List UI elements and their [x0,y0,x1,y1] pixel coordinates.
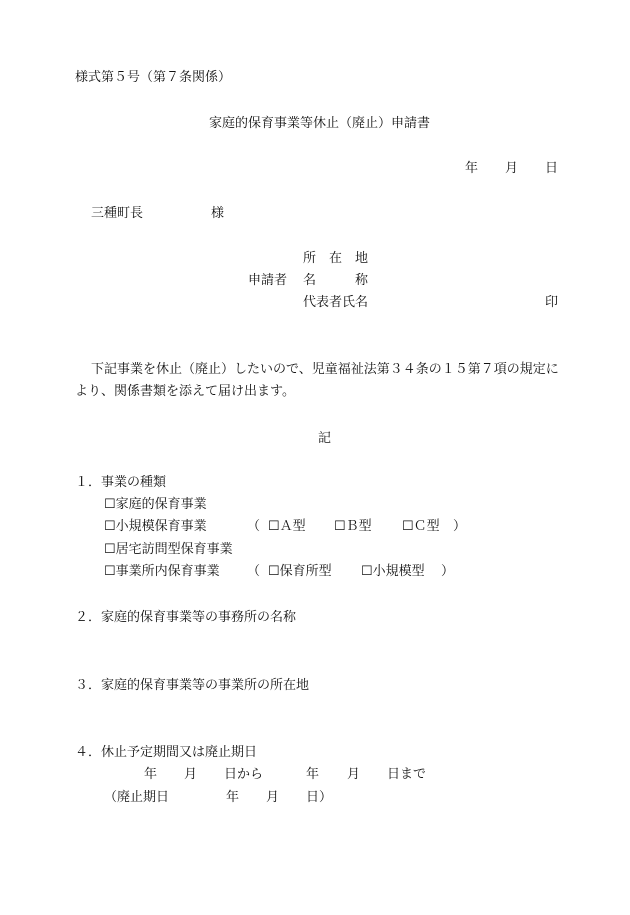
item-kateiteki: ☐家庭的保育事業 [104,497,207,512]
date-month: 月 [505,161,519,176]
section4-heading: ４．休止予定期間又は廃止期日 [75,745,258,760]
jigyosho-close: ） [441,564,455,579]
period-end-year: 年 [306,767,320,782]
period-start-year: 年 [144,767,158,782]
shokibo-close: ） [453,519,467,534]
section3-heading: ３．家庭的保育事業等の事業所の所在地 [75,678,310,693]
checkbox-icon[interactable]: ☐ [361,564,373,579]
date-day: 日 [545,161,559,176]
period-end-day: 日まで [387,767,427,782]
abolish-month: 月 [266,790,280,805]
addressee-name: 三種町長 [91,206,144,221]
checkbox-icon[interactable]: ☐ [104,497,116,512]
item-kyotaku: ☐居宅訪問型保育事業 [104,542,233,557]
checkbox-icon[interactable]: ☐ [104,564,116,579]
type-c-option: ☐Ｃ型 [402,519,440,534]
hoikusho-option: ☐保育所型 [268,564,332,579]
abolish-day: 日） [306,790,333,805]
section1-heading: １．事業の種類 [75,475,167,490]
body-line-2: より、関係書類を添えて届け出ます。 [75,384,295,399]
applicant-role: 申請者 [248,273,288,288]
applicant-address-label: 所 在 地 [303,251,369,266]
seal-mark: 印 [545,295,559,310]
checkbox-icon[interactable]: ☐ [104,542,116,557]
applicant-rep-label: 代表者氏名 [303,295,369,310]
type-a-option: ☐Ａ型 [268,519,306,534]
date-year: 年 [465,161,479,176]
body-line-1: 下記事業を休止（廃止）したいので、児童福祉法第３４条の１５第７項の規定に [91,362,559,377]
jigyosho-open: （ [247,564,261,579]
section2-heading: ２．家庭的保育事業等の事務所の名称 [75,610,297,625]
checkbox-icon[interactable]: ☐ [104,519,116,534]
applicant-name-label: 名 称 [303,273,369,288]
period-end-month: 月 [347,767,361,782]
item-jigyosho: ☐事業所内保育事業 [104,564,220,579]
period-start-month: 月 [184,767,198,782]
shokibo-type-option: ☐小規模型 [361,564,425,579]
shokibo-open: （ [247,519,261,534]
abolish-date-label: （廃止期日 [104,790,170,805]
checkbox-icon[interactable]: ☐ [268,564,280,579]
checkbox-icon[interactable]: ☐ [402,519,414,534]
form-number: 様式第５号（第７条関係） [75,70,232,85]
item-shokibo: ☐小規模保育事業 [104,519,207,534]
abolish-year: 年 [226,790,240,805]
checkbox-icon[interactable]: ☐ [334,519,346,534]
checkbox-icon[interactable]: ☐ [268,519,280,534]
ki-heading: 記 [318,431,332,446]
type-b-option: ☐Ｂ型 [334,519,372,534]
period-start-day: 日から [224,767,264,782]
addressee-honorific: 様 [211,206,225,221]
document-title: 家庭的保育事業等休止（廃止）申請書 [209,116,431,131]
